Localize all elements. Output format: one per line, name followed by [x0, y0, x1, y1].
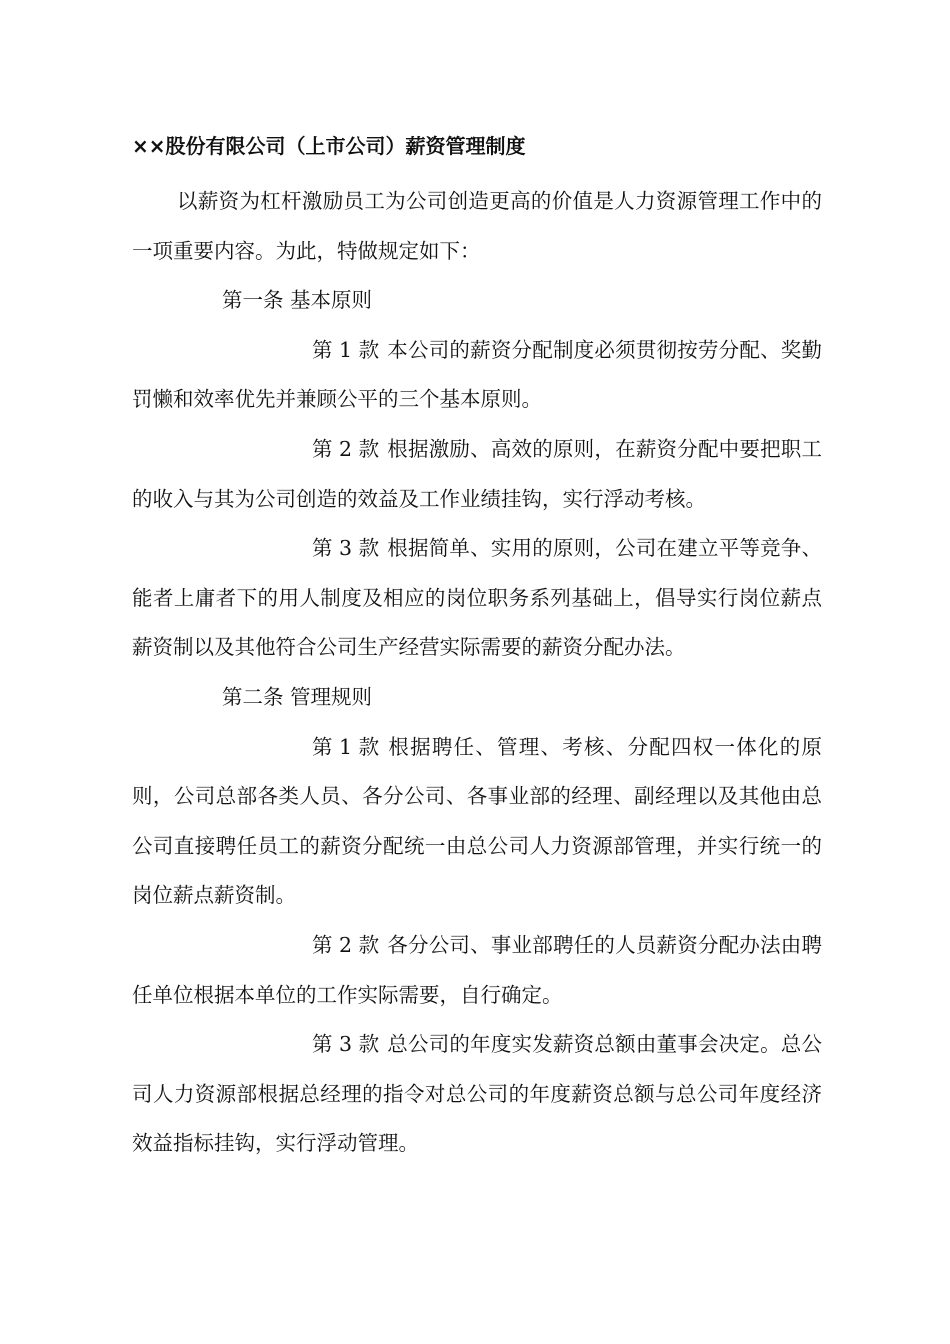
- clause-text: 根据简单、实用的原则，公司在建立平等竞争、能者上庸者下的用人制度及相应的岗位职务系列基础上，倡导实行岗位薪点薪资制以及其他符合公司生产经营实际需要的薪资分配办法。: [132, 536, 822, 660]
- clause-text: 根据激励、高效的原则，在薪资分配中要把职工的收入与其为公司创造的效益及工作业绩挂钩，实行浮动考核。: [132, 436, 822, 511]
- clause-number: 第 2 款: [312, 932, 380, 957]
- clause-1-1: [132, 326, 822, 425]
- clause-text: 根据聘任、管理、考核、分配四权一体化的原则，公司总部各类人员、各分公司、各事业部的经理、副经理以及其他由总公司直接聘任员工的薪资分配统一由总公司人力资源部管理，并实行统一的岗位薪点薪资制。: [132, 734, 822, 908]
- clause-2-2: [132, 921, 822, 1020]
- clause-2-3: [132, 1020, 822, 1169]
- document-body: [132, 128, 822, 1169]
- clause-text: 各分公司、事业部聘任的人员薪资分配办法由聘任单位根据本单位的工作实际需要，自行确定。: [132, 932, 822, 1007]
- clause-number: 第 3 款: [312, 536, 380, 561]
- clause-number: 第 2 款: [312, 436, 380, 461]
- intro-paragraph: 以薪资为杠杆激励员工为公司创造更高的价值是人力资源管理工作中的一项重要内容。为此，特做规定如下：: [132, 189, 822, 263]
- article-heading-2: 第二条 管理规则: [222, 684, 373, 709]
- clause-number: 第 1 款: [312, 734, 380, 759]
- clause-number: 第 1 款: [312, 337, 380, 362]
- clause-text: 本公司的薪资分配制度必须贯彻按劳分配、奖勤罚懒和效率优先并兼顾公平的三个基本原则。: [132, 337, 822, 412]
- clause-2-1: [132, 723, 822, 921]
- clause-1-2: [132, 425, 822, 524]
- clause-number: 第 3 款: [312, 1032, 380, 1057]
- clause-text: 总公司的年度实发薪资总额由董事会决定。总公司人力资源部根据总经理的指令对总公司的年度薪资总额与总公司年度经济效益指标挂钩，实行浮动管理。: [132, 1032, 822, 1156]
- article-heading-1: 第一条 基本原则: [222, 288, 373, 313]
- document-title: ××股份有限公司（上市公司）薪资管理制度: [132, 134, 526, 158]
- clause-1-3: [132, 524, 822, 673]
